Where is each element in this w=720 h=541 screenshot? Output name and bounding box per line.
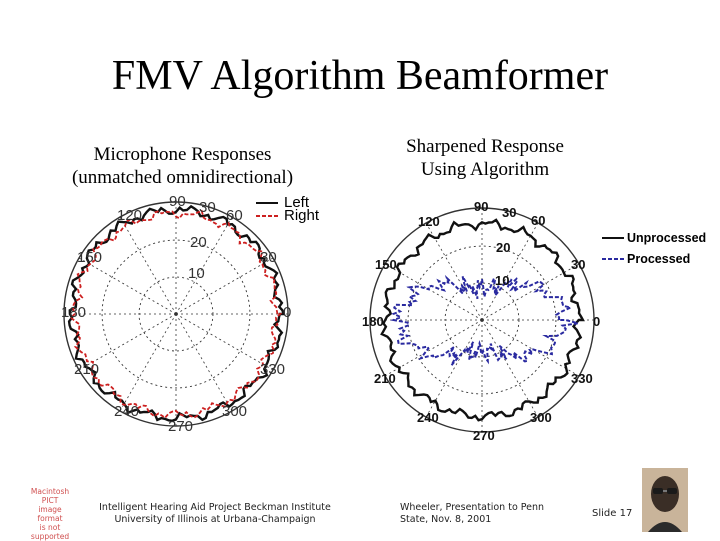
right-angle-label: 0 <box>593 314 601 329</box>
right-radial-label: 10 <box>495 273 510 288</box>
left-angle-label: 0 <box>283 304 292 321</box>
left-angle-label: 210 <box>74 361 100 378</box>
left-angle-label: 120 <box>117 207 143 224</box>
footer-institution <box>95 502 335 526</box>
footer-presenter-line2: State, Nov. 8, 2001 <box>400 514 492 525</box>
right-subtitle-line2: Using Algorithm <box>420 159 550 180</box>
right-angle-label: 90 <box>474 199 489 214</box>
polar-spoke <box>176 314 232 411</box>
right-angle-label: 270 <box>473 428 495 443</box>
left-angle-label: 300 <box>222 403 248 420</box>
footer-institution-line2: University of Illinois at Urbana-Champaign <box>114 514 316 525</box>
left-angle-label: 90 <box>169 193 186 210</box>
right-angle-label: 300 <box>530 410 552 425</box>
placeholder-line2: image format <box>37 505 63 523</box>
right-angle-label: 30 <box>502 205 517 220</box>
legend-processed-label: Processed <box>627 252 691 266</box>
right-angle-label: 330 <box>571 371 593 386</box>
right-angle-label: 210 <box>374 371 396 386</box>
right-angle-label: 150 <box>375 257 397 272</box>
unsupported-image-placeholder <box>27 487 73 541</box>
left-polar-grid <box>64 202 288 426</box>
polar-spoke <box>176 314 273 370</box>
placeholder-line3: is not supported <box>30 523 70 541</box>
left-radial-label: 10 <box>188 265 205 282</box>
polar-spoke <box>482 223 538 320</box>
slide-title: FMV Algorithm Beamformer <box>111 53 609 99</box>
right-subtitle-line1: Sharpened Response <box>406 136 564 157</box>
left-subtitle-line1: Microphone Responses <box>93 144 272 165</box>
left-subtitle-line2: (unmatched omnidirectional) <box>71 167 294 188</box>
polar-spoke <box>120 217 176 314</box>
right-angle-label: 120 <box>418 214 440 229</box>
right-radial-label: 20 <box>496 240 511 255</box>
processed-curve <box>394 276 578 365</box>
placeholder-line1: Macintosh PICT <box>30 487 70 505</box>
legend-left-label: Left <box>284 194 310 211</box>
footer-presenter <box>400 502 580 526</box>
slide-number: Slide 17 <box>592 508 633 519</box>
footer-presenter-line1: Wheeler, Presentation to Penn <box>400 502 545 513</box>
legend-unprocessed-label: Unprocessed <box>627 231 707 245</box>
left-angle-label: 240 <box>114 403 140 420</box>
left-radial-label: 20 <box>190 234 207 251</box>
right-angle-label: 180 <box>362 314 384 329</box>
footer-institution-line1: Intelligent Hearing Aid Project Beckman Institute <box>99 502 331 513</box>
right-angle-label: 30 <box>571 257 586 272</box>
polar-spoke <box>426 320 482 417</box>
left-angle-label: 180 <box>61 304 87 321</box>
polar-spoke <box>120 314 176 411</box>
right-angle-label: 240 <box>417 410 439 425</box>
right-angle-label: 60 <box>531 213 546 228</box>
left-angle-label: 60 <box>226 207 243 224</box>
left-angle-label: 30 <box>199 199 216 216</box>
legend-right-label: Right <box>284 207 320 224</box>
left-angle-label: 270 <box>168 418 194 435</box>
polar-spoke <box>79 258 176 314</box>
left-radial-label: 30 <box>260 249 277 266</box>
left-angle-label: 330 <box>260 361 286 378</box>
presenter-photo <box>642 468 688 532</box>
left-angle-label: 150 <box>77 249 103 266</box>
